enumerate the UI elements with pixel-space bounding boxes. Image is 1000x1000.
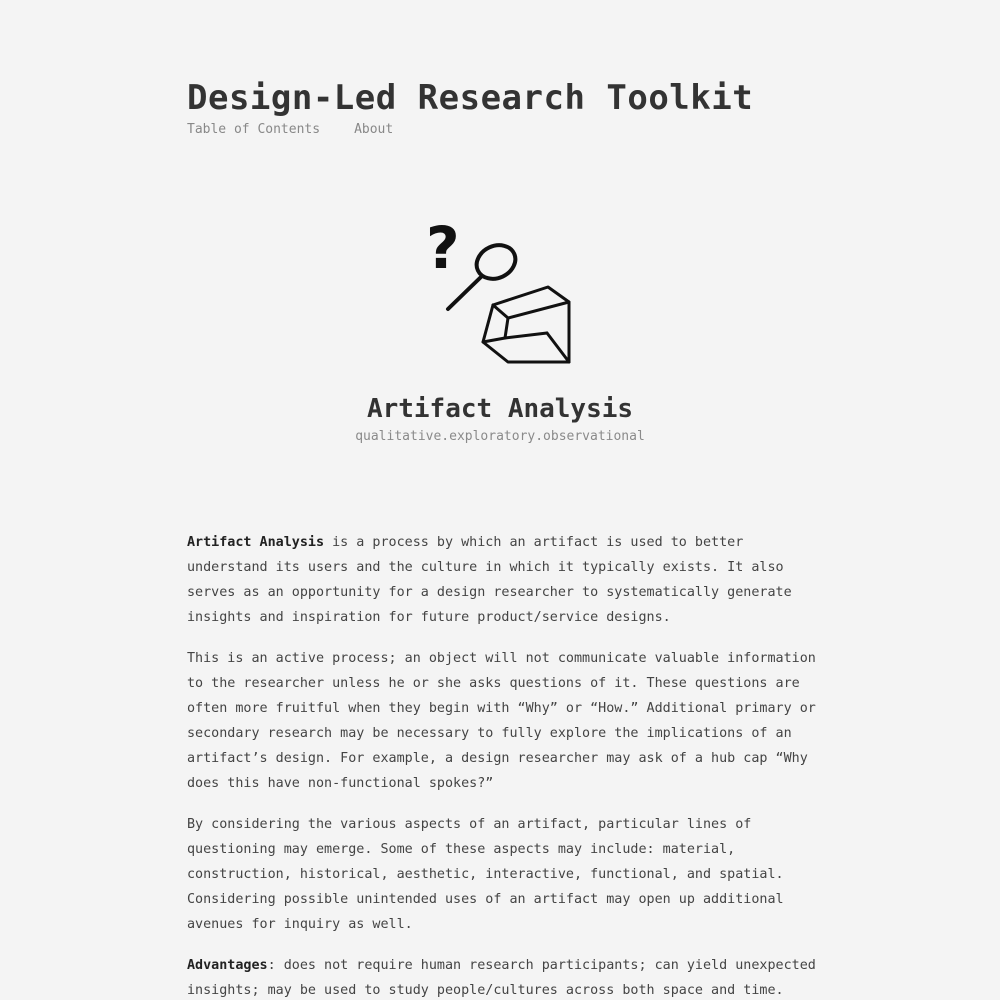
paragraph-advantages	[187, 953, 827, 1000]
term-bold: Artifact Analysis	[187, 535, 325, 550]
paragraph-text: : does not require human research participants; can yield unexpected insights; may be used to study people/cultures across both space and time.	[187, 958, 816, 998]
method-title: Artifact Analysis	[366, 394, 634, 424]
question-magnifier-box-icon	[420, 210, 580, 370]
advantages-label: Advantages	[187, 958, 268, 973]
paragraph-text: is a process by which an artifact is used to better understand its users and the culture in which it typically exists. It also serves as an opportunity for a design researcher to systematically generate insights and inspiration for future product/service designs.	[187, 535, 792, 625]
article-body	[187, 530, 827, 1000]
paragraph-intro	[187, 530, 827, 630]
nav-link-about[interactable]: About	[354, 122, 394, 137]
svg-text:?: ?	[426, 214, 460, 282]
method-tags: qualitative.exploratory.observational	[355, 429, 645, 444]
site-title[interactable]: Design-Led Research Toolkit	[187, 78, 754, 118]
paragraph-aspects: By considering the various aspects of an artifact, particular lines of questioning may emerge. Some of these aspects may include: material, construction, historical, aesthetic, interactive, functional, and spatial. Considering possible unintended uses of an artifact may open up additional avenues for inquiry as well.	[187, 817, 784, 932]
paragraph-process: This is an active process; an object will not communicate valuable information to the researcher unless he or she asks questions of it. These questions are often more fruitful when they begin with “Why” or “How.” Additional primary or secondary research may be necessary to fully explore the implications of an artifact’s design. For example, a design researcher may ask of a hub cap “Why does this have non-functional spokes?”	[187, 651, 816, 791]
nav-link-table-of-contents[interactable]: Table of Contents	[187, 122, 321, 137]
main-nav	[187, 122, 393, 137]
